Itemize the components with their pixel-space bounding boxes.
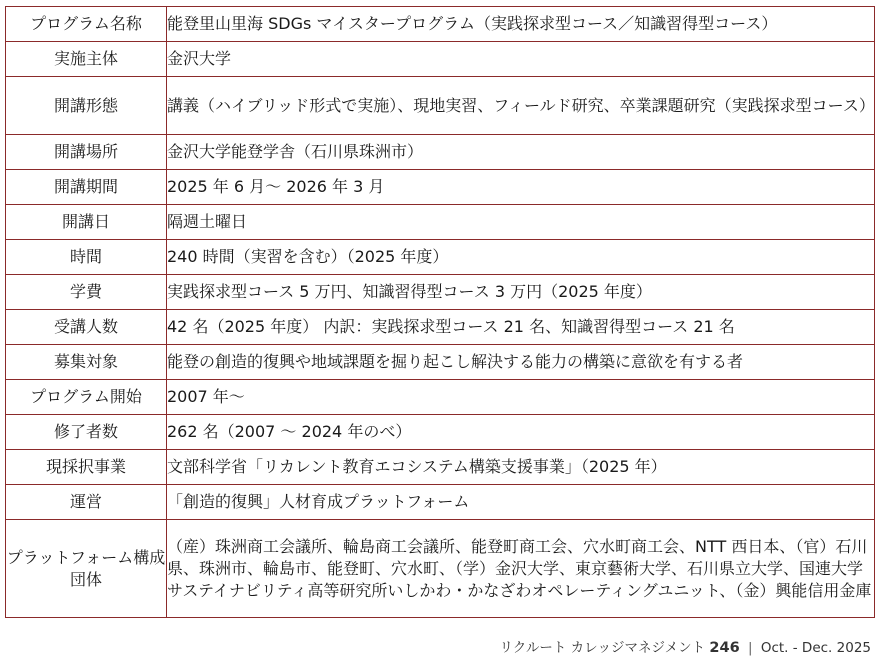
table-row — [6, 240, 875, 275]
row-value: 講義（ハイブリッド形式で実施）、現地実習、フィールド研究、卒業課題研究（実践探求型コース） — [167, 77, 875, 135]
program-info-table — [5, 6, 875, 618]
row-label: 開講場所 — [6, 135, 167, 170]
table-row — [6, 7, 875, 42]
row-value: 「創造的復興」人材育成プラットフォーム — [167, 485, 875, 520]
row-label: 運営 — [6, 485, 167, 520]
page-footer — [500, 636, 871, 656]
table-row — [6, 415, 875, 450]
footer-separator: | — [747, 640, 753, 656]
row-label: プログラム開始 — [6, 380, 167, 415]
row-label: 実施主体 — [6, 42, 167, 77]
row-value: 262 名（2007 ～ 2024 年のべ） — [167, 415, 875, 450]
table-row — [6, 345, 875, 380]
row-label: 修了者数 — [6, 415, 167, 450]
table-row — [6, 77, 875, 135]
row-value: 隔週土曜日 — [167, 205, 875, 240]
row-value: 文部科学省「リカレント教育エコシステム構築支援事業」（2025 年） — [167, 450, 875, 485]
row-label: 時間 — [6, 240, 167, 275]
row-value: 実践探求型コース 5 万円、知識習得型コース 3 万円（2025 年度） — [167, 275, 875, 310]
table-row — [6, 205, 875, 240]
row-value: 能登の創造的復興や地域課題を掘り起こし解決する能力の構築に意欲を有する者 — [167, 345, 875, 380]
row-value: 42 名（2025 年度） 内訳：実践探求型コース 21 名、知識習得型コース 21 名 — [167, 310, 875, 345]
table-row — [6, 520, 875, 618]
table-row — [6, 380, 875, 415]
table-row — [6, 42, 875, 77]
issue-number: 246 — [709, 640, 740, 656]
row-value: 2007 年～ — [167, 380, 875, 415]
row-value: 240 時間（実習を含む）（2025 年度） — [167, 240, 875, 275]
row-label: 学費 — [6, 275, 167, 310]
table-row — [6, 275, 875, 310]
table-row — [6, 135, 875, 170]
row-label: 開講形態 — [6, 77, 167, 135]
table-row — [6, 485, 875, 520]
row-value: 金沢大学能登学舎（石川県珠洲市） — [167, 135, 875, 170]
table-row — [6, 450, 875, 485]
row-value: （産）珠洲商工会議所、輪島商工会議所、能登町商工会、穴水町商工会、NTT 西日本、（官）石川県、珠洲市、輪島市、能登町、穴水町、（学）金沢大学、東京藝術大学、石川県立大学、国連大学サステイナビリティ高等研究所いしかわ・かなざわオペレーティングユニット、（金）興能信用金庫 — [167, 520, 875, 618]
row-label: 開講日 — [6, 205, 167, 240]
row-value: 2025 年 6 月～ 2026 年 3 月 — [167, 170, 875, 205]
row-label: 開講期間 — [6, 170, 167, 205]
issue-date: Oct. - Dec. 2025 — [760, 640, 871, 656]
row-value: 金沢大学 — [167, 42, 875, 77]
table-row — [6, 170, 875, 205]
row-label: 受講人数 — [6, 310, 167, 345]
row-label: プラットフォーム構成団体 — [6, 520, 167, 618]
row-value: 能登里山里海 SDGs マイスタープログラム（実践探求型コース／知識習得型コース） — [167, 7, 875, 42]
publication-name: リクルート カレッジマネジメント — [499, 640, 706, 656]
row-label: プログラム名称 — [6, 7, 167, 42]
table-row — [6, 310, 875, 345]
row-label: 現採択事業 — [6, 450, 167, 485]
row-label: 募集対象 — [6, 345, 167, 380]
